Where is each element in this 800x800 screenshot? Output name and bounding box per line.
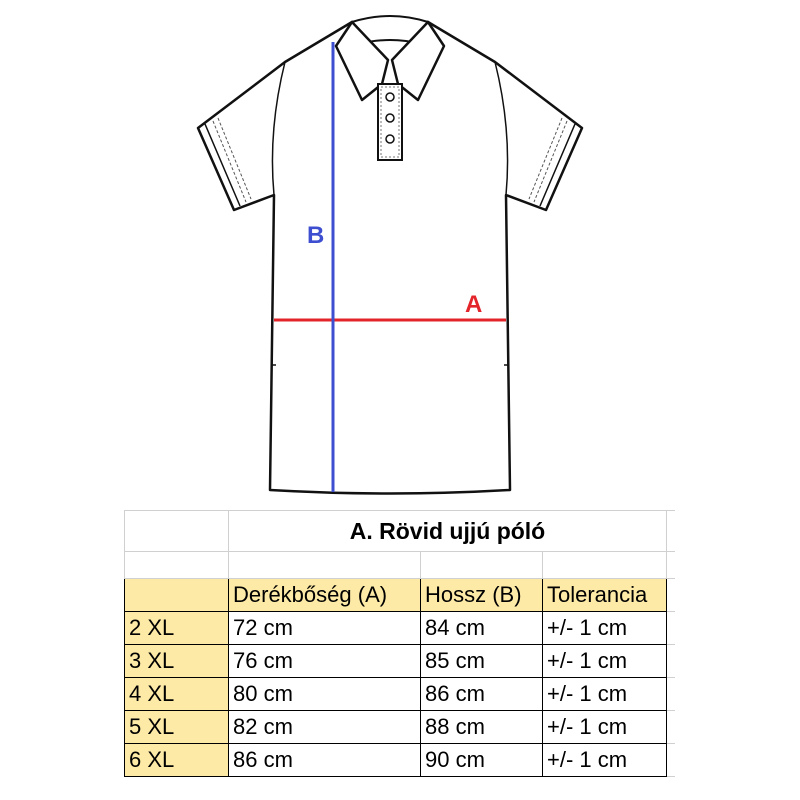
length-cell: 90 cm [421,744,543,777]
button-2 [386,114,394,122]
measure-label-a: A [465,291,483,318]
waist-cell: 82 cm [229,711,421,744]
tolerance-cell: +/- 1 cm [543,678,667,711]
table-blank-row [125,552,675,579]
table-row [125,744,675,777]
tolerance-cell: +/- 1 cm [543,711,667,744]
table-header-row [125,579,675,612]
size-cell: 5 XL [125,711,229,744]
waist-cell: 72 cm [229,612,421,645]
table-row [125,711,675,744]
table-row [125,645,675,678]
table-row [125,612,675,645]
length-cell: 88 cm [421,711,543,744]
waist-cell: 86 cm [229,744,421,777]
length-cell: 86 cm [421,678,543,711]
size-cell: 6 XL [125,744,229,777]
tolerance-cell: +/- 1 cm [543,612,667,645]
button-3 [386,135,394,143]
waist-cell: 80 cm [229,678,421,711]
size-table [124,510,675,777]
size-cell: 3 XL [125,645,229,678]
table-row [125,678,675,711]
button-1 [386,93,394,101]
length-cell: 84 cm [421,612,543,645]
size-cell: 4 XL [125,678,229,711]
header-tolerance: Tolerancia [543,579,667,612]
waist-cell: 76 cm [229,645,421,678]
header-waist: Derékbőség (A) [229,579,421,612]
tolerance-cell: +/- 1 cm [543,645,667,678]
size-cell: 2 XL [125,612,229,645]
table-title-row [125,511,675,552]
tolerance-cell: +/- 1 cm [543,744,667,777]
header-size-cell [125,579,229,612]
table-title: A. Rövid ujjú póló [229,511,667,552]
header-length: Hossz (B) [421,579,543,612]
measure-label-b: B [307,222,325,249]
length-cell: 85 cm [421,645,543,678]
